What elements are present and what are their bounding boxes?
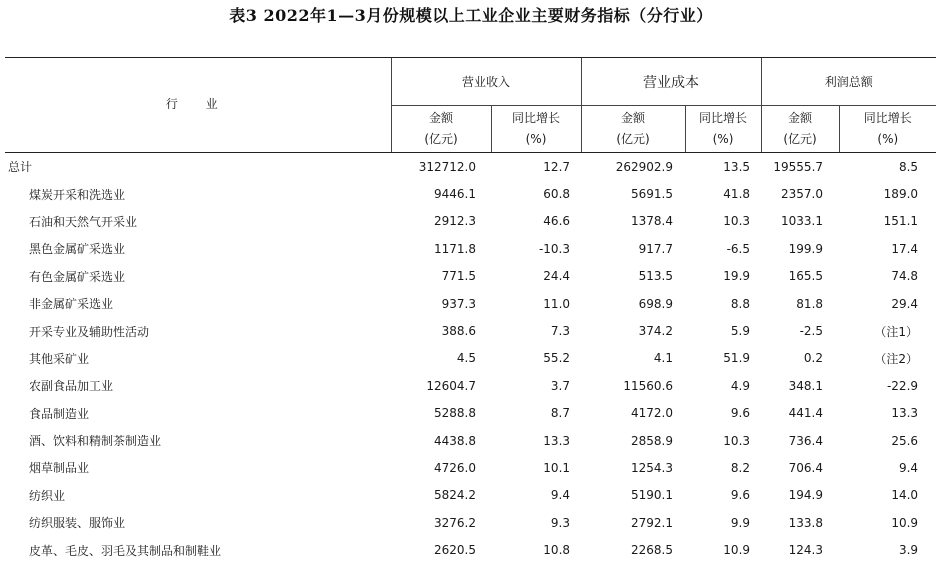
- financial-indicators-table: [5, 57, 936, 564]
- table-row: [5, 372, 936, 399]
- revenue-group-header: 营业收入: [391, 58, 581, 106]
- profit-amount-cell: 165.5: [788, 269, 824, 284]
- profit-amount-cell: 348.1: [788, 378, 824, 393]
- table-row: [5, 454, 936, 481]
- revenue-growth-cell: 60.8: [543, 187, 571, 202]
- cost-growth-header: 同比增长 (%): [685, 106, 761, 153]
- table-row: [5, 153, 936, 181]
- cost-amount-cell: 698.9: [638, 296, 674, 311]
- profit-amount-cell: 0.2: [803, 351, 824, 366]
- cost-amount-cell: 4172.0: [631, 406, 674, 421]
- cost-growth-cell: 13.5: [723, 159, 751, 174]
- cost-amount-cell: 917.7: [638, 241, 674, 256]
- revenue-growth-cell: 12.7: [543, 159, 571, 174]
- profit-amount-cell: 133.8: [788, 515, 824, 530]
- table-row: [5, 400, 936, 427]
- industry-name-cell: 煤炭开采和洗选业: [29, 187, 126, 202]
- cost-amount-cell: 5190.1: [631, 488, 674, 503]
- revenue-growth-header: 同比增长 (%): [491, 106, 581, 153]
- revenue-growth-cell: 7.3: [550, 324, 571, 339]
- cost-growth-cell: 8.2: [730, 460, 751, 475]
- cost-growth-cell: 10.3: [723, 433, 751, 448]
- cost-growth-cell: 5.9: [730, 324, 751, 339]
- profit-growth-cell: 3.9: [898, 543, 919, 558]
- table-row: [5, 263, 936, 290]
- profit-amount-cell: 736.4: [788, 433, 824, 448]
- cost-amount-cell: 513.5: [638, 269, 674, 284]
- table-row: [5, 536, 936, 563]
- industry-name-cell: 其他采矿业: [29, 351, 90, 366]
- table-header: [5, 58, 936, 153]
- revenue-growth-cell: 24.4: [543, 269, 571, 284]
- revenue-growth-cell: 11.0: [543, 296, 571, 311]
- revenue-growth-cell: 3.7: [550, 378, 571, 393]
- cost-growth-cell: 19.9: [723, 269, 751, 284]
- profit-growth-cell: 13.3: [891, 406, 919, 421]
- industry-name-cell: 石油和天然气开采业: [29, 214, 138, 229]
- cost-amount-cell: 4.1: [653, 351, 674, 366]
- revenue-growth-cell: 46.6: [543, 214, 571, 229]
- industry-name-cell: 有色金属矿采选业: [29, 269, 126, 284]
- profit-amount-cell: 2357.0: [781, 187, 824, 202]
- cost-growth-cell: 4.9: [730, 378, 751, 393]
- profit-amount-cell: 1033.1: [781, 214, 824, 229]
- table-row: [5, 509, 936, 536]
- table-row: [5, 482, 936, 509]
- revenue-amount-cell: 1171.8: [434, 241, 476, 256]
- profit-amount-cell: 124.3: [788, 543, 824, 558]
- profit-growth-cell: 151.1: [883, 214, 919, 229]
- profit-growth-header: 同比增长 (%): [839, 106, 936, 153]
- revenue-growth-cell: 10.1: [543, 460, 571, 475]
- table-row: [5, 208, 936, 235]
- cost-amount-cell: 1378.4: [631, 214, 674, 229]
- profit-growth-cell: （注2）: [874, 351, 919, 366]
- profit-growth-cell: 74.8: [891, 269, 919, 284]
- profit-growth-cell: -22.9: [886, 378, 919, 393]
- industry-name-cell: 皮革、毛皮、羽毛及其制品和制鞋业: [29, 543, 222, 558]
- industry-column-header: 行 业: [5, 58, 391, 153]
- revenue-amount-cell: 4.5: [456, 351, 476, 366]
- profit-growth-cell: 8.5: [898, 159, 919, 174]
- cost-amount-cell: 11560.6: [623, 378, 674, 393]
- profit-growth-cell: 10.9: [891, 515, 919, 530]
- cost-growth-cell: 51.9: [723, 351, 751, 366]
- cost-growth-cell: 10.3: [723, 214, 751, 229]
- table-body: [5, 153, 936, 564]
- table-row: [5, 317, 936, 344]
- profit-amount-header: 金额 (亿元): [761, 106, 839, 153]
- industry-name-cell: 纺织业: [29, 488, 66, 503]
- revenue-growth-cell: 9.4: [550, 488, 571, 503]
- cost-growth-cell: 10.9: [723, 543, 751, 558]
- profit-amount-cell: -2.5: [799, 324, 824, 339]
- cost-amount-cell: 374.2: [638, 324, 674, 339]
- profit-growth-cell: 17.4: [891, 241, 919, 256]
- profit-amount-cell: 706.4: [788, 460, 824, 475]
- revenue-amount-cell: 5288.8: [434, 406, 476, 421]
- table-row: [5, 345, 936, 372]
- profit-growth-cell: 29.4: [891, 296, 919, 311]
- revenue-amount-cell: 312712.0: [418, 159, 476, 174]
- profit-amount-cell: 81.8: [796, 296, 824, 311]
- industry-name-cell: 食品制造业: [29, 406, 90, 421]
- cost-amount-cell: 1254.3: [631, 460, 674, 475]
- table-row: [5, 180, 936, 207]
- profit-amount-cell: 194.9: [788, 488, 824, 503]
- table-title: 表3 2022年1—3月份规模以上工业企业主要财务指标（分行业）: [229, 6, 713, 25]
- profit-growth-cell: （注1）: [874, 324, 919, 339]
- revenue-growth-cell: 13.3: [543, 433, 571, 448]
- cost-growth-cell: 9.9: [730, 515, 751, 530]
- revenue-growth-cell: 9.3: [550, 515, 571, 530]
- revenue-amount-cell: 771.5: [441, 269, 476, 284]
- revenue-amount-header: 金额 (亿元): [391, 106, 491, 153]
- cost-growth-cell: -6.5: [726, 241, 751, 256]
- industry-name-cell: 开采专业及辅助性活动: [29, 324, 150, 339]
- industry-name-cell: 烟草制品业: [29, 461, 90, 476]
- profit-growth-cell: 25.6: [891, 433, 919, 448]
- revenue-amount-cell: 937.3: [441, 296, 476, 311]
- cost-amount-cell: 2858.9: [631, 433, 674, 448]
- industry-name-cell: 酒、饮料和精制茶制造业: [29, 434, 162, 449]
- profit-group-header: 利润总额: [761, 58, 936, 106]
- profit-growth-cell: 9.4: [898, 460, 919, 475]
- profit-amount-cell: 199.9: [788, 241, 824, 256]
- cost-growth-cell: 9.6: [730, 406, 751, 421]
- cost-amount-cell: 262902.9: [615, 159, 674, 174]
- industry-name-cell: 农副食品加工业: [29, 379, 114, 394]
- industry-name-cell: 非金属矿采选业: [29, 297, 114, 312]
- revenue-amount-cell: 3276.2: [434, 515, 476, 530]
- revenue-amount-cell: 2620.5: [434, 543, 476, 558]
- profit-growth-cell: 189.0: [883, 187, 919, 202]
- cost-amount-cell: 2268.5: [631, 543, 674, 558]
- cost-growth-cell: 41.8: [723, 187, 751, 202]
- cost-amount-header: 金额 (亿元): [581, 106, 685, 153]
- industry-name-cell: 总计: [8, 160, 33, 175]
- profit-amount-cell: 19555.7: [773, 159, 824, 174]
- revenue-growth-cell: 10.8: [543, 543, 571, 558]
- revenue-amount-cell: 12604.7: [426, 378, 476, 393]
- cost-growth-cell: 9.6: [730, 488, 751, 503]
- industry-name-cell: 纺织服装、服饰业: [29, 516, 126, 531]
- cost-amount-cell: 5691.5: [631, 187, 674, 202]
- cost-growth-cell: 8.8: [730, 296, 751, 311]
- revenue-growth-cell: -10.3: [538, 241, 571, 256]
- revenue-amount-cell: 388.6: [441, 324, 476, 339]
- cost-group-header: 营业成本: [581, 58, 761, 106]
- profit-growth-cell: 14.0: [891, 488, 919, 503]
- table-row: [5, 427, 936, 454]
- revenue-amount-cell: 4438.8: [434, 433, 476, 448]
- table-row: [5, 235, 936, 262]
- industry-name-cell: 黑色金属矿采选业: [29, 242, 126, 257]
- revenue-amount-cell: 9446.1: [434, 187, 476, 202]
- table-row: [5, 290, 936, 317]
- profit-amount-cell: 441.4: [788, 406, 824, 421]
- revenue-growth-cell: 8.7: [550, 406, 571, 421]
- cost-amount-cell: 2792.1: [631, 515, 674, 530]
- revenue-amount-cell: 5824.2: [434, 488, 476, 503]
- revenue-amount-cell: 2912.3: [434, 214, 476, 229]
- revenue-growth-cell: 55.2: [543, 351, 571, 366]
- revenue-amount-cell: 4726.0: [434, 460, 476, 475]
